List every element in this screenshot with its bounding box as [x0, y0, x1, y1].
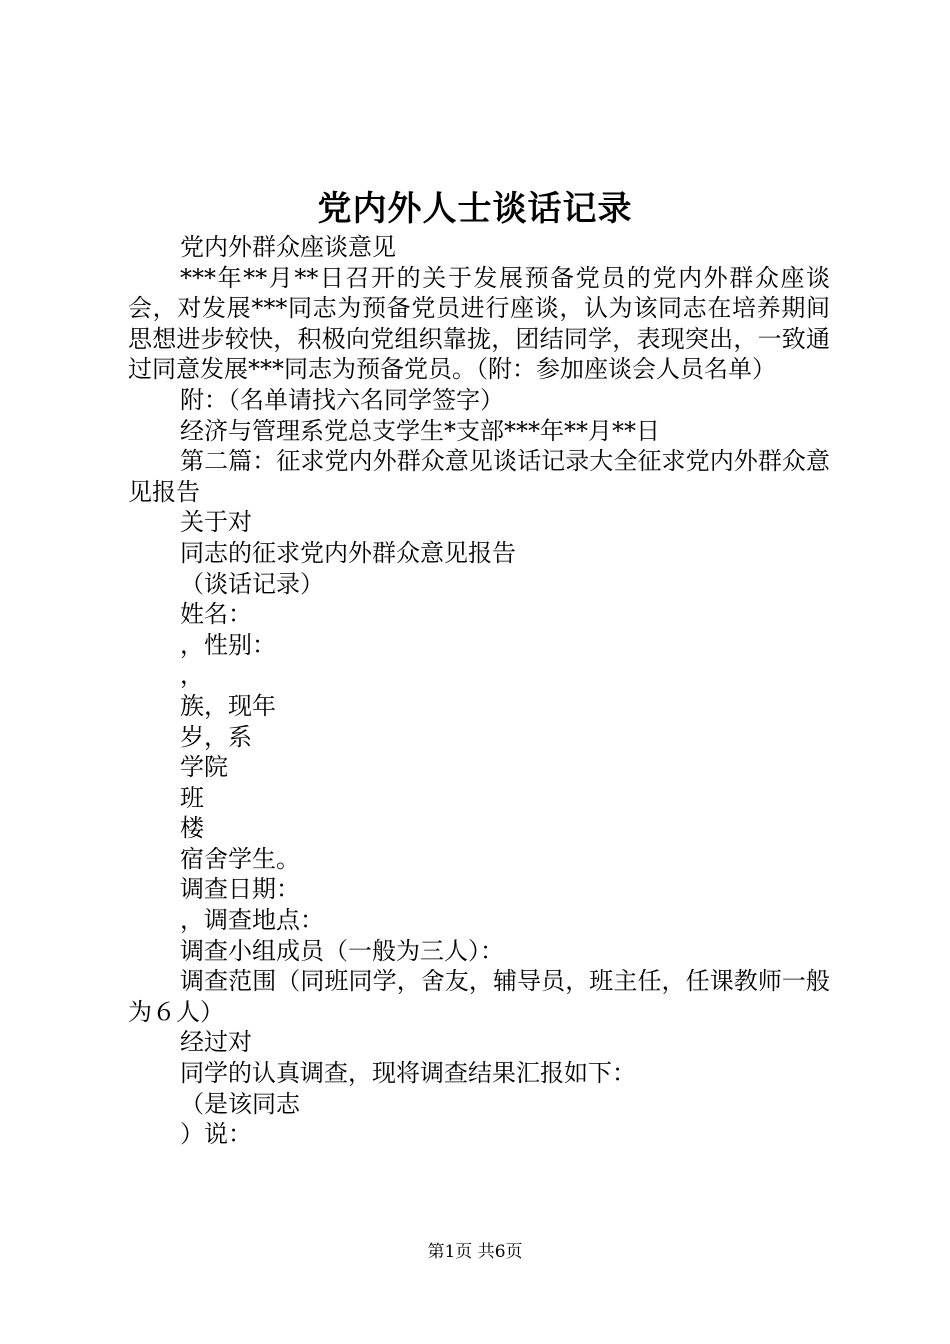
paragraph: 同志的征求党内外群众意见报告	[180, 538, 516, 567]
paragraph: （是该同志	[180, 1089, 300, 1118]
paragraph: ，性别：	[180, 630, 276, 659]
document-body	[128, 232, 830, 1150]
paragraph: ，	[180, 661, 204, 690]
paragraph: （谈话记录）	[180, 569, 324, 598]
paragraph: 同学的认真调查，现将调查结果汇报如下：	[180, 1059, 636, 1088]
paragraph: 党内外群众座谈意见	[180, 233, 396, 261]
paragraph: 宿舍学生。	[180, 844, 300, 873]
paragraph: 岁，系	[180, 722, 252, 751]
paragraph: 调查范围（同班同学，舍友，辅导员，班主任，任课教师一般为６人）	[128, 967, 830, 1026]
document-title: 党内外人士谈话记录	[317, 189, 633, 229]
paragraph: 楼	[180, 814, 204, 843]
page-footer: 第1页 共6页	[427, 1242, 523, 1262]
paragraph: ，调查地点：	[180, 906, 324, 935]
paragraph: ）说：	[180, 1120, 252, 1149]
paragraph: ***年**月**日召开的关于发展预备党员的党内外群众座谈会，对发展***同志为预备党员进行座谈，认为该同志在培养期间思想进步较快，积极向党组织靠拢，团结同学，表现突出，一致通过同意发展***同志为预备党员。（附：参加座谈会人员名单）	[128, 263, 830, 384]
paragraph: 班	[180, 783, 204, 812]
paragraph: 关于对	[180, 508, 252, 537]
paragraph: 调查小组成员（一般为三人）：	[180, 936, 504, 965]
paragraph: 学院	[180, 753, 228, 782]
paragraph: 第二篇：征求党内外群众意见谈话记录大全征求党内外群众意见报告	[128, 447, 830, 506]
paragraph: 族，现年	[180, 691, 276, 720]
paragraph: 姓名：	[180, 600, 252, 629]
paragraph: 经过对	[180, 1028, 252, 1057]
paragraph: 附：（名单请找六名同学签字）	[180, 385, 504, 414]
paragraph: 经济与管理系党总支学生*支部***年**月**日	[180, 416, 660, 445]
paragraph: 调查日期：	[180, 875, 300, 904]
